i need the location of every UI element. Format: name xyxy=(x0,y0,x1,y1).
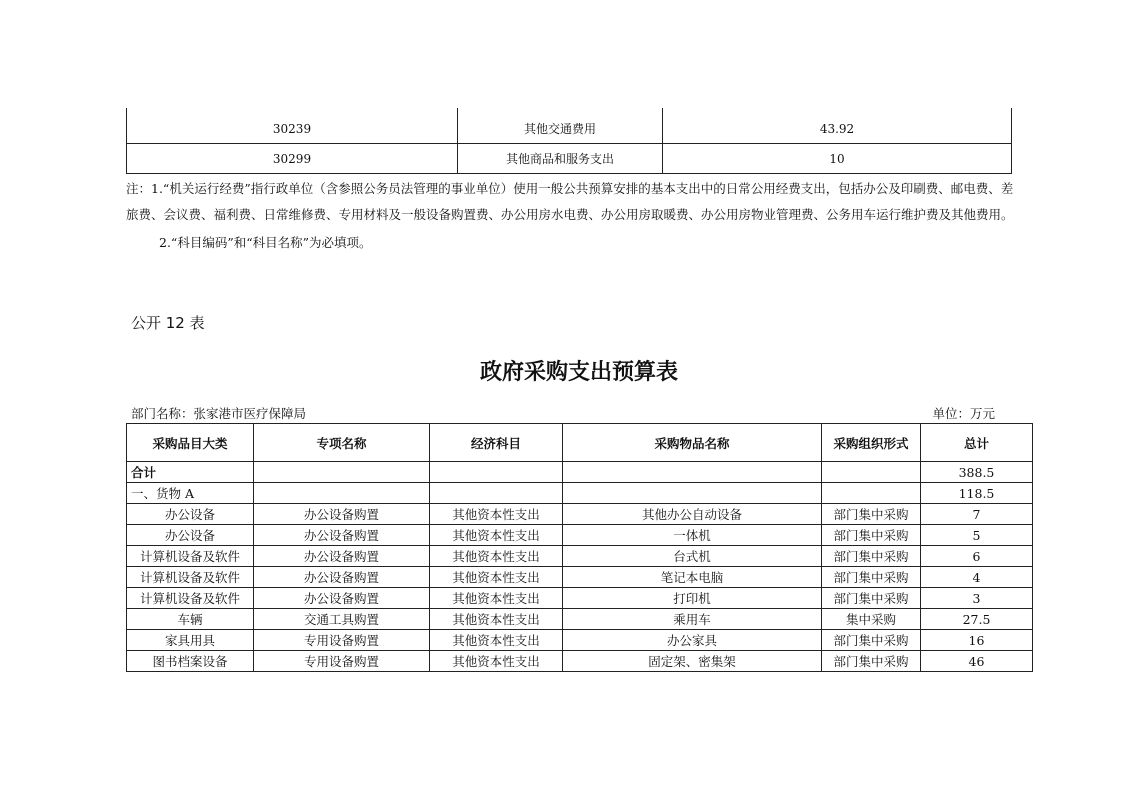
procurement-form-cell: 部门集中采购 xyxy=(822,567,921,588)
subject-name-cell: 其他交通费用 xyxy=(458,108,663,144)
category-cell: 家具用具 xyxy=(127,630,254,651)
economic-subject-cell: 其他资本性支出 xyxy=(430,504,563,525)
table-notes xyxy=(126,176,1016,256)
header-total: 总计 xyxy=(921,424,1033,462)
economic-subject-cell: 其他资本性支出 xyxy=(430,630,563,651)
empty-cell xyxy=(822,483,921,504)
procurement-budget-table xyxy=(126,423,1033,672)
table-row xyxy=(127,609,1033,630)
economic-subject-cell: 其他资本性支出 xyxy=(430,546,563,567)
economic-subject-cell: 其他资本性支出 xyxy=(430,588,563,609)
economic-subject-cell: 其他资本性支出 xyxy=(430,567,563,588)
category-cell: 图书档案设备 xyxy=(127,651,254,672)
procurement-form-cell: 集中采购 xyxy=(822,609,921,630)
subject-code-cell: 30299 xyxy=(127,144,458,174)
project-cell: 办公设备购置 xyxy=(254,525,430,546)
category-cell: 车辆 xyxy=(127,609,254,630)
subject-code-cell: 30239 xyxy=(127,108,458,144)
procurement-form-cell: 部门集中采购 xyxy=(822,525,921,546)
procurement-form-cell: 部门集中采购 xyxy=(822,546,921,567)
item-name-cell: 笔记本电脑 xyxy=(563,567,822,588)
project-cell: 办公设备购置 xyxy=(254,546,430,567)
item-name-cell: 办公家具 xyxy=(563,630,822,651)
table-row xyxy=(127,525,1033,546)
total-cell: 4 xyxy=(921,567,1033,588)
project-cell: 专用设备购置 xyxy=(254,651,430,672)
header-procurement-form: 采购组织形式 xyxy=(822,424,921,462)
unit-label: 单位：万元 xyxy=(932,406,995,421)
total-cell: 27.5 xyxy=(921,609,1033,630)
procurement-form-cell: 部门集中采购 xyxy=(822,630,921,651)
project-cell: 办公设备购置 xyxy=(254,588,430,609)
total-cell: 7 xyxy=(921,504,1033,525)
empty-cell xyxy=(254,462,430,483)
procurement-form-cell: 部门集中采购 xyxy=(822,504,921,525)
item-name-cell: 一体机 xyxy=(563,525,822,546)
empty-cell xyxy=(430,483,563,504)
empty-cell xyxy=(430,462,563,483)
header-item-name: 采购物品名称 xyxy=(563,424,822,462)
total-value: 388.5 xyxy=(921,462,1033,483)
total-cell: 3 xyxy=(921,588,1033,609)
item-name-cell: 台式机 xyxy=(563,546,822,567)
item-name-cell: 其他办公自动设备 xyxy=(563,504,822,525)
total-label: 合计 xyxy=(127,462,254,483)
category-cell: 办公设备 xyxy=(127,525,254,546)
category-cell: 计算机设备及软件 xyxy=(127,567,254,588)
procurement-form-cell: 部门集中采购 xyxy=(822,588,921,609)
total-cell: 5 xyxy=(921,525,1033,546)
total-cell: 46 xyxy=(921,651,1033,672)
table-row xyxy=(127,504,1033,525)
table-row xyxy=(127,567,1033,588)
goods-row xyxy=(127,483,1033,504)
empty-cell xyxy=(563,483,822,504)
header-category: 采购品目大类 xyxy=(127,424,254,462)
category-cell: 计算机设备及软件 xyxy=(127,546,254,567)
economic-subject-cell: 其他资本性支出 xyxy=(430,525,563,546)
page-title: 政府采购支出预算表 xyxy=(479,360,678,385)
total-cell: 16 xyxy=(921,630,1033,651)
empty-cell xyxy=(254,483,430,504)
item-name-cell: 乘用车 xyxy=(563,609,822,630)
table-row xyxy=(127,144,1012,174)
header-economic-subject: 经济科目 xyxy=(430,424,563,462)
project-cell: 专用设备购置 xyxy=(254,630,430,651)
table-row xyxy=(127,546,1033,567)
table-row xyxy=(127,651,1033,672)
item-name-cell: 打印机 xyxy=(563,588,822,609)
category-cell: 办公设备 xyxy=(127,504,254,525)
total-cell: 6 xyxy=(921,546,1033,567)
empty-cell xyxy=(822,462,921,483)
empty-cell xyxy=(563,462,822,483)
table-row xyxy=(127,588,1033,609)
project-cell: 办公设备购置 xyxy=(254,504,430,525)
project-cell: 办公设备购置 xyxy=(254,567,430,588)
note-1: 注：1.“机关运行经费”指行政单位（含参照公务员法管理的事业单位）使用一般公共预算安排的基本支出中的日常公用经费支出，包括办公及印刷费、邮电费、差旅费、会议费、福利费、日常维修费、专用材料及一般设备购置费、办公用房水电费、办公用房取暖费、办公用房物业管理费、公务用车运行维护费及其他费用。 xyxy=(126,181,1014,222)
table-row xyxy=(127,630,1033,651)
project-cell: 交通工具购置 xyxy=(254,609,430,630)
amount-cell: 43.92 xyxy=(663,108,1012,144)
total-row xyxy=(127,462,1033,483)
sheet-label: 公开 12 表 xyxy=(131,314,205,332)
department-name: 部门名称：张家港市医疗保障局 xyxy=(131,406,307,421)
header-row xyxy=(127,424,1033,462)
subject-name-cell: 其他商品和服务支出 xyxy=(458,144,663,174)
goods-label: 一、货物 A xyxy=(127,483,254,504)
expense-continuation-table xyxy=(126,108,1012,174)
note-2: 2.“科目编码”和“科目名称”为必填项。 xyxy=(159,235,372,250)
amount-cell: 10 xyxy=(663,144,1012,174)
economic-subject-cell: 其他资本性支出 xyxy=(430,609,563,630)
header-project: 专项名称 xyxy=(254,424,430,462)
procurement-form-cell: 部门集中采购 xyxy=(822,651,921,672)
item-name-cell: 固定架、密集架 xyxy=(563,651,822,672)
table-row xyxy=(127,108,1012,144)
economic-subject-cell: 其他资本性支出 xyxy=(430,651,563,672)
goods-value: 118.5 xyxy=(921,483,1033,504)
category-cell: 计算机设备及软件 xyxy=(127,588,254,609)
